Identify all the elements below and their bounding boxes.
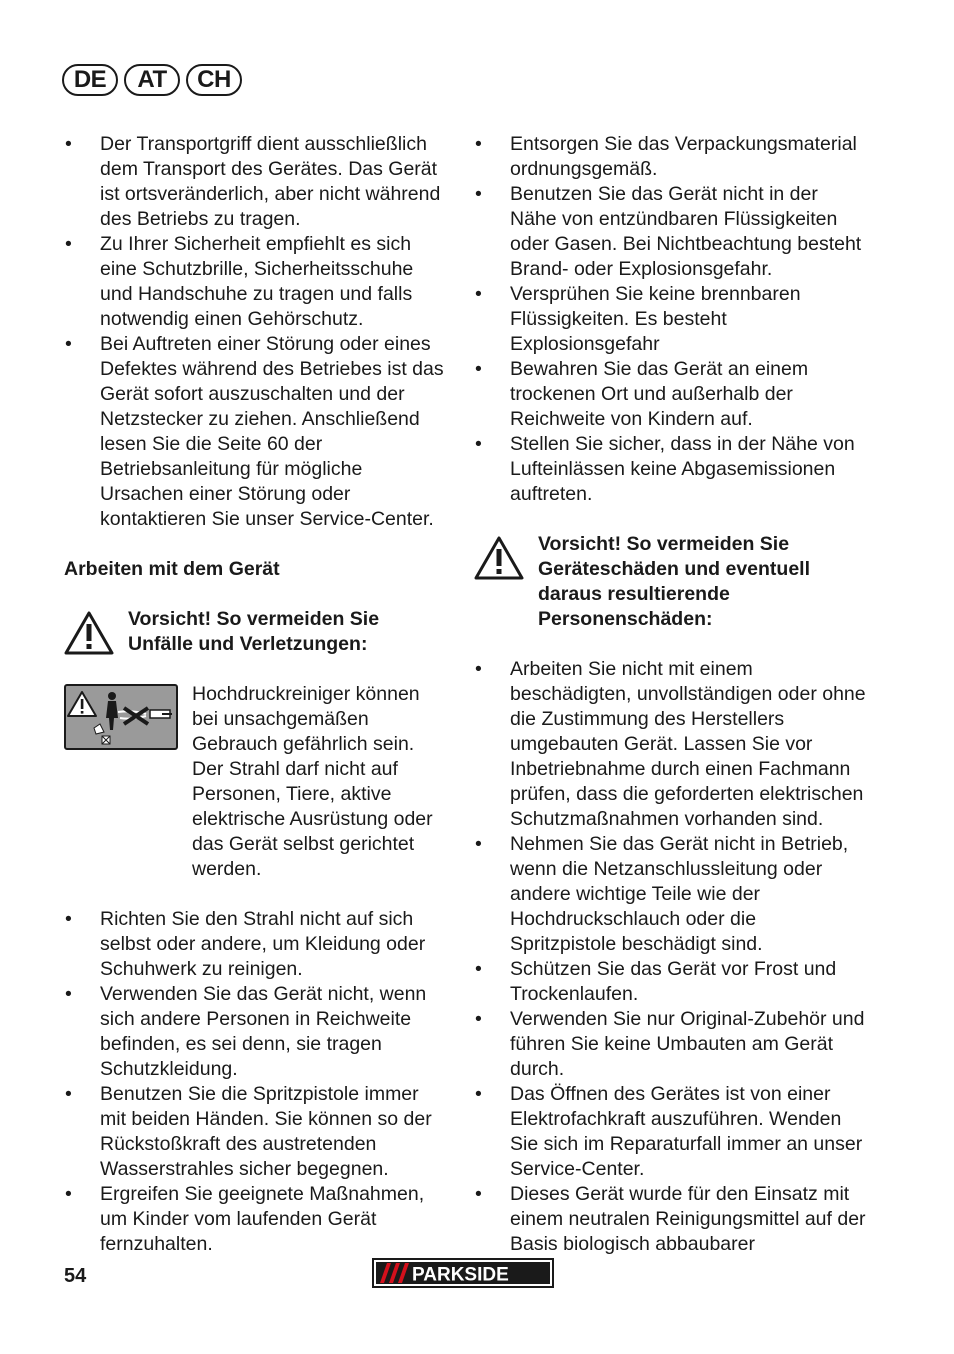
page-number: 54 [64,1265,87,1287]
list-item: • Benutzen Sie die Spritzpistole immer mit beiden Händen. Sie können so der Rückstoßkraft des austretenden Wasserstrahles sicher begegnen. [64,1082,449,1182]
left-column [64,132,449,1257]
list-item: • Das Öffnen des Gerätes ist von einer Elektrofachkraft auszuführen. Wenden Sie sich im Reparaturfall immer an unser Service-Center. [474,1082,866,1182]
lang-badge-de: DE [62,64,118,96]
warning-triangle-icon [64,611,114,655]
logo-text: PARKSIDE [412,1264,509,1286]
list-item: • Nehmen Sie das Gerät nicht in Betrieb, wenn die Netzanschlussleitung oder andere wichtige Teile wie der Hochdruckschlauch oder die Spritzpistole beschädigt sind. [474,832,866,957]
right-bullet-list-1 [474,132,866,507]
section-heading: Arbeiten mit dem Gerät [64,558,280,580]
list-item: • Verwenden Sie das Gerät nicht, wenn sich andere Personen in Reichweite befinden, es sei denn, sie tragen Schutzkleidung. [64,982,449,1082]
lang-badge-ch: CH [186,64,242,96]
pressure-washer-danger-pictogram-icon [64,684,178,750]
lang-badge-at: AT [124,64,180,96]
list-item: • Versprühen Sie keine brennbaren Flüssigkeiten. Es besteht Explosionsgefahr [474,282,866,357]
warning-block-accidents [64,607,449,657]
list-item: • Zu Ihrer Sicherheit empfiehlt es sich eine Schutzbrille, Sicherheitsschuhe und Handschuhe zu tragen und falls notwendig einen Gehörschutz. [64,232,449,332]
pictogram-description: Hochdruckreiniger können bei unsachgemäßen Gebrauch gefährlich sein. Der Strahl darf nicht auf Personen, Tiere, aktive elektrische Ausrüstung oder das Gerät selbst gerichtet werden. [192,683,433,880]
list-item: • Bewahren Sie das Gerät an einem trockenen Ort und außerhalb der Reichweite von Kindern auf. [474,357,866,432]
list-item: • Entsorgen Sie das Verpackungsmaterial ordnungsgemäß. [474,132,866,182]
warning-text: Vorsicht! So vermeiden Sie Unfälle und Verletzungen: [128,608,380,655]
left-bullet-list-2 [64,907,449,1257]
warning-block-device-damage [474,532,866,632]
pictogram-block [64,682,449,882]
list-item: • Bei Auftreten einer Störung oder eines Defektes während des Betriebes ist das Gerät sofort auszuschalten und der Netzstecker zu ziehen. Anschließend lesen Sie die Seite 60 der Betriebsanleitung für mögliche Ursachen einer Störung oder kontaktieren Sie unser Service-Center. [64,332,449,532]
warning-triangle-icon [474,536,524,580]
language-badges [62,64,242,96]
list-item: • Der Transportgriff dient ausschließlich dem Transport des Gerätes. Das Gerät ist ortsveränderlich, aber nicht während des Betriebs zu tragen. [64,132,449,232]
parkside-logo [372,1258,554,1288]
left-bullet-list-1 [64,132,449,532]
right-column [474,132,866,1257]
list-item: • Dieses Gerät wurde für den Einsatz mit einem neutralen Reinigungsmittel auf der Basis biologisch abbaubarer [474,1182,866,1257]
list-item: • Arbeiten Sie nicht mit einem beschädigten, unvollständigen oder ohne die Zustimmung des Herstellers umgebauten Gerät. Lassen Sie vor Inbetriebnahme durch einen Fachmann prüfen, dass die geforderten elektrischen Schutzmaßnahmen vorhanden sind. [474,657,866,832]
list-item: • Richten Sie den Strahl nicht auf sich selbst oder andere, um Kleidung oder Schuhwerk zu reinigen. [64,907,449,982]
warning-text: Vorsicht! So vermeiden Sie Geräteschäden und eventuell daraus resultierende Personenschäden: [538,533,811,630]
list-item: • Ergreifen Sie geeignete Maßnahmen, um Kinder vom laufenden Gerät fernzuhalten. [64,1182,449,1257]
list-item: • Verwenden Sie nur Original-Zubehör und führen Sie keine Umbauten am Gerät durch. [474,1007,866,1082]
list-item: • Schützen Sie das Gerät vor Frost und Trockenlaufen. [474,957,866,1007]
right-bullet-list-2 [474,657,866,1257]
list-item: • Benutzen Sie das Gerät nicht in der Nähe von entzündbaren Flüssigkeiten oder Gasen. Bei Nichtbeachtung besteht Brand- oder Explosionsgefahr. [474,182,866,282]
list-item: • Stellen Sie sicher, dass in der Nähe von Lufteinlässen keine Abgasemissionen auftreten. [474,432,866,507]
